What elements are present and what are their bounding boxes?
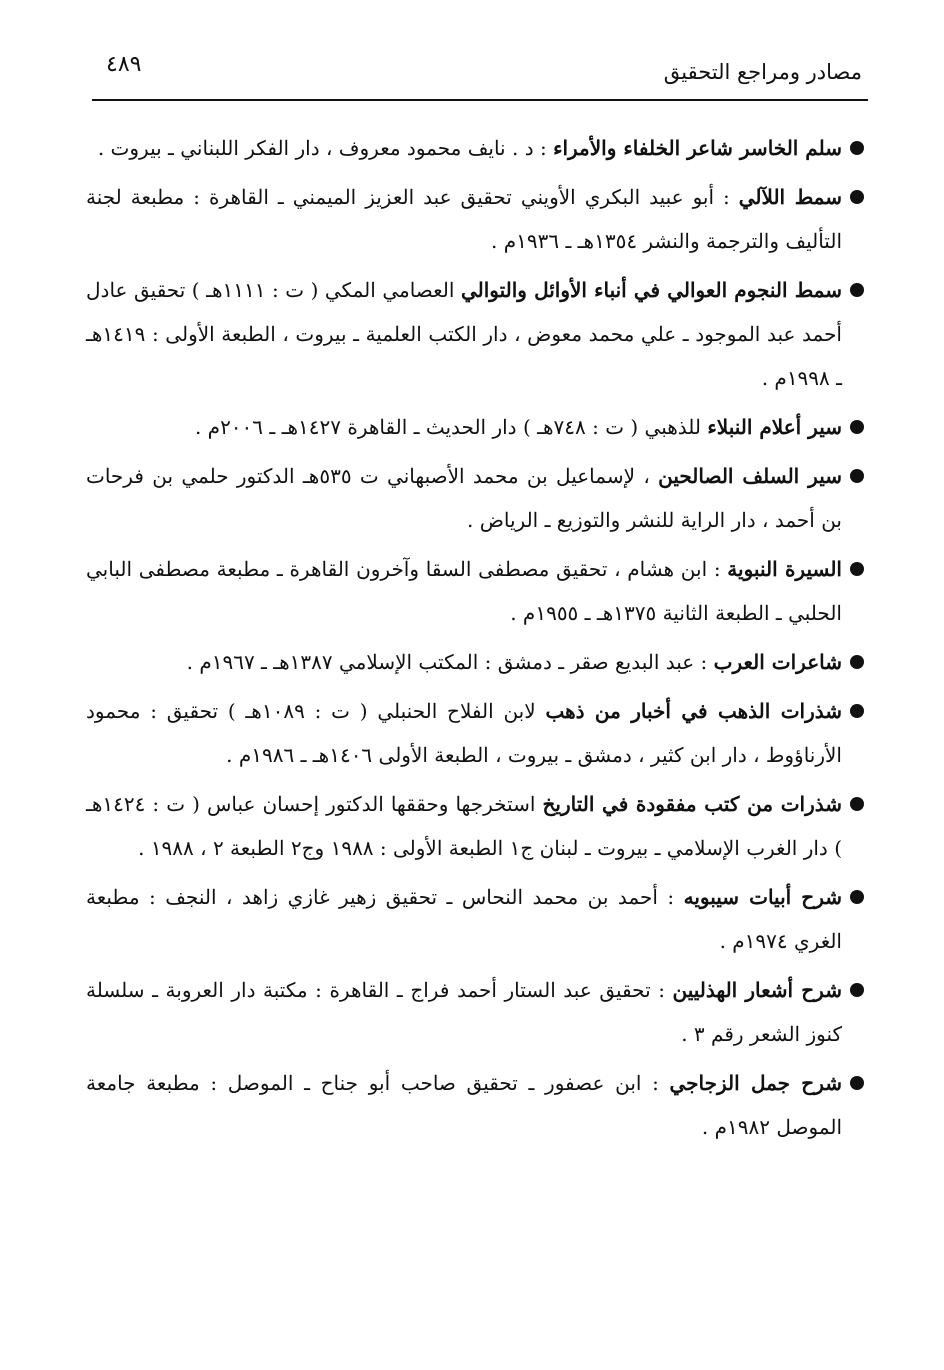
bibliography-entry: [86, 405, 864, 449]
bibliography-entry: [86, 782, 864, 870]
bullet-icon: [850, 983, 864, 997]
bullet-icon: [850, 704, 864, 718]
bullet-icon: [850, 562, 864, 576]
bibliography-entry: [86, 640, 864, 684]
bullet-icon: [850, 420, 864, 434]
bibliography-entry: [86, 1061, 864, 1149]
entry-title: سمط النجوم العوالي في أنباء الأوائل والتوالي: [460, 278, 842, 302]
entry-title: شاعرات العرب: [713, 650, 842, 674]
bullet-icon: [850, 141, 864, 155]
bibliography-list: [86, 126, 864, 1154]
entry-text: : د . نايف محمود معروف ، دار الفكر اللبناني ـ بيروت .: [97, 136, 554, 160]
bibliography-entry: [86, 175, 864, 263]
entry-title: سير أعلام النبلاء: [707, 415, 842, 439]
entry-title: شرح أبيات سيبويه: [683, 885, 842, 909]
entry-title: شذرات الذهب في أخبار من ذهب: [545, 699, 843, 723]
bibliography-entry: [86, 268, 864, 400]
bullet-icon: [850, 890, 864, 904]
entry-title: سلم الخاسر شاعر الخلفاء والأمراء: [553, 136, 842, 160]
entry-text: للذهبي ( ت : ٧٤٨هـ ) دار الحديث ـ القاهرة ١٤٢٧هـ ـ ٢٠٠٦م .: [194, 415, 708, 439]
entry-text: : ابن عصفور ـ تحقيق صاحب أبو جناح ـ الموصل : مطبعة جامعة الموصل ١٩٨٢م .: [86, 1071, 842, 1139]
entry-title: شرح أشعار الهذليين: [672, 978, 842, 1002]
running-head: مصادر ومراجع التحقيق: [663, 60, 862, 84]
entry-text: : تحقيق عبد الستار أحمد فراج ـ القاهرة : مكتبة دار العروبة ـ سلسلة كنوز الشعر رقم ٣ .: [86, 978, 842, 1046]
entry-title: السيرة النبوية: [727, 557, 842, 581]
entry-title: شرح جمل الزجاجي: [669, 1071, 842, 1095]
bullet-icon: [850, 797, 864, 811]
entry-text: : أبو عبيد البكري الأويني تحقيق عبد العزيز الميمني ـ القاهرة : مطبعة لجنة التأليف والترجمة والنشر ١٣٥٤هـ ـ ١٩٣٦م .: [86, 185, 842, 253]
bullet-icon: [850, 1076, 864, 1090]
bullet-icon: [850, 283, 864, 297]
entry-text: : عبد البديع صقر ـ دمشق : المكتب الإسلامي ١٣٨٧هـ ـ ١٩٦٧م .: [186, 650, 714, 674]
entry-text: : ابن هشام ، تحقيق مصطفى السقا وآخرون القاهرة ـ مطبعة مصطفى البابي الحلبي ـ الطبعة الثانية ١٣٧٥هـ ـ ١٩٥٥م .: [86, 557, 842, 625]
entry-title: شذرات من كتب مفقودة في التاريخ: [542, 792, 842, 816]
bibliography-entry: [86, 454, 864, 542]
entry-text: العصامي المكي ( ت : ١١١١هـ ) تحقيق عادل أحمد عبد الموجود ـ علي محمد معوض ، دار الكتب العلمية ـ بيروت ، الطبعة الأولى : ١٤١٩هـ ـ ١٩٩٨م .: [86, 278, 842, 390]
entry-title: سير السلف الصالحين: [658, 464, 842, 488]
header-rule: [92, 99, 868, 101]
entry-text: : أحمد بن محمد النحاس ـ تحقيق زهير غازي زاهد ، النجف : مطبعة الغري ١٩٧٤م .: [86, 885, 842, 953]
entry-title: سمط اللآلي: [738, 185, 843, 209]
entry-text: استخرجها وحققها الدكتور إحسان عباس ( ت : ١٤٢٤هـ ) دار الغرب الإسلامي ـ بيروت ـ لبنان ج١ الطبعة الأولى : ١٩٨٨ وج٢ الطبعة ٢ ، ١٩٨٨ .: [86, 792, 842, 860]
entry-text: لابن الفلاح الحنبلي ( ت : ١٠٨٩هـ ) تحقيق : محمود الأرناؤوط ، دار ابن كثير ، دمشق ـ بيروت ، الطبعة الأولى ١٤٠٦هـ ـ ١٩٨٦م .: [86, 699, 842, 767]
page-number: ٤٨٩: [106, 52, 142, 77]
bibliography-entry: [86, 968, 864, 1056]
bullet-icon: [850, 469, 864, 483]
entry-text: ، لإسماعيل بن محمد الأصبهاني ت ٥٣٥هـ الدكتور حلمي بن فرحات بن أحمد ، دار الراية للنشر والتوزيع ـ الرياض .: [86, 464, 842, 532]
bibliography-entry: [86, 875, 864, 963]
bibliography-entry: [86, 547, 864, 635]
bullet-icon: [850, 190, 864, 204]
bibliography-entry: [86, 126, 864, 170]
bullet-icon: [850, 655, 864, 669]
bibliography-entry: [86, 689, 864, 777]
